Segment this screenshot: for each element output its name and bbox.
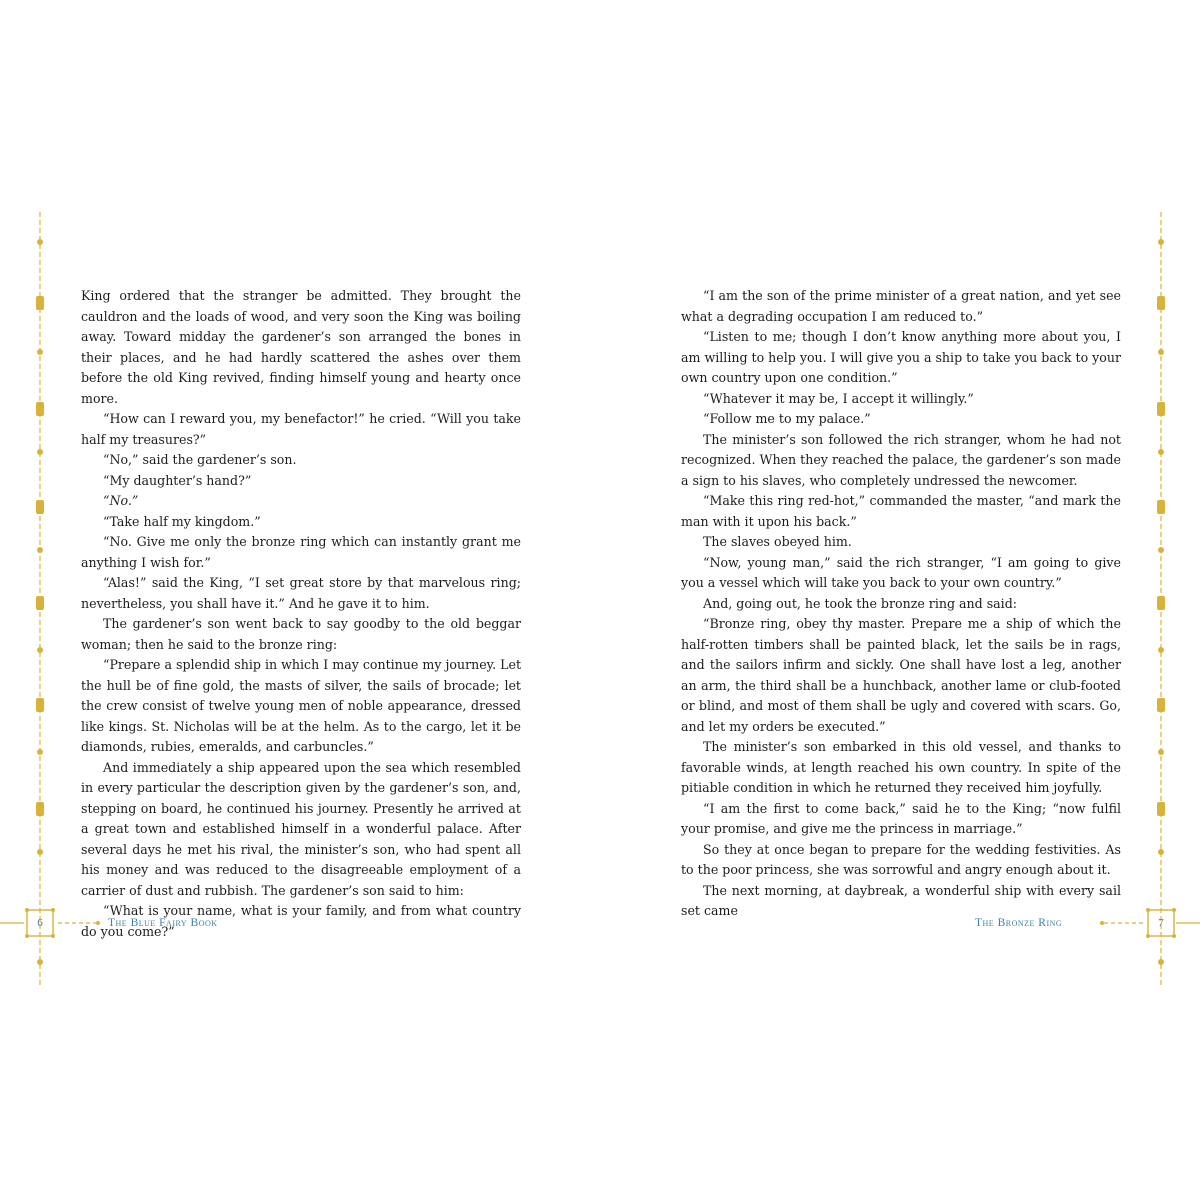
- paragraph: So they at once began to prepare for the wedding festivities. As to the poor princess, she was sorrowful and angry enough about it.: [681, 841, 1121, 877]
- paragraph: “I am the son of the prime minister of a great nation, and yet see what a degrading occupation I am reduced to.”: [681, 288, 1121, 324]
- paragraph: King ordered that the stranger be admitted. They brought the cauldron and the loads of wood, and very soon the King was boiling away. Toward midday the gardener’s son arranged the bones in their places, and he had hardly scattered the ashes over them before the old King revived, finding himself young and hearty once more.: [81, 288, 521, 406]
- paragraph: “Follow me to my palace.”: [703, 411, 871, 426]
- paragraph: “No,” said the gardener’s son.: [103, 452, 297, 467]
- paragraph: “I am the first to come back,” said he to the King; “now fulfil your promise, and give me the princess in marriage.”: [681, 800, 1121, 836]
- paragraph: The gardener’s son went back to say goodby to the old beggar woman; then he said to the bronze ring:: [81, 616, 521, 652]
- paragraph: “My daughter’s hand?”: [103, 472, 252, 488]
- paragraph-emphasis: “No.”: [103, 493, 139, 508]
- paragraph: “Prepare a splendid ship in which I may continue my journey. Let the hull be of fine gold, the masts of silver, the sails of brocade; let the crew consist of twelve young men of noble appearance, dressed like kings. St. Nicholas will be at the helm. As to the cargo, let it be diamonds, rubies, emeralds, and carbuncles.”: [81, 657, 521, 754]
- paragraph: “Take half my kingdom.”: [103, 513, 261, 529]
- ornament-vine-icon: [1155, 212, 1167, 988]
- right-ornamental-border: [1155, 212, 1167, 988]
- paragraph: The minister’s son followed the rich stranger, whom he had not recognized. When they reached the palace, the gardener’s son made a sign to his slaves, who completely undressed the newcomer.: [681, 431, 1121, 488]
- paragraph: The next morning, at daybreak, a wonderful ship with every sail set came: [681, 882, 1121, 918]
- paragraph: “Whatever it may be, I accept it willingly.”: [703, 390, 974, 406]
- paragraph: “Listen to me; though I don’t know anything more about you, I am willing to help you. I will give you a ship to take you back to your own country upon one condition.”: [681, 329, 1121, 385]
- paragraph: The minister’s son embarked in this old vessel, and thanks to favorable winds, at length reached his own country. In spite of the pitiable condition in which he returned they received him joyfully.: [681, 739, 1121, 795]
- paragraph: [81, 491, 521, 512]
- left-page-number: 6: [37, 917, 43, 929]
- left-running-title: The Blue Fairy Book: [108, 917, 218, 929]
- left-ornamental-border: [34, 212, 46, 988]
- paragraph: And, going out, he took the bronze ring and said:: [703, 595, 1018, 611]
- paragraph: “Bronze ring, obey thy master. Prepare me a ship of which the half-rotten timbers shall be painted black, let the sails be in rags, and the sailors infirm and sickly. One shall have lost a leg, another an arm, the third shall be a hunchback, another lame or club-footed or blind, and most of them shall be ugly and covered with scars. Go, and let my orders be executed.”: [681, 616, 1121, 734]
- paragraph: The slaves obeyed him.: [703, 534, 852, 549]
- right-page-number: 7: [1158, 917, 1164, 929]
- right-running-title: The Bronze Ring: [975, 917, 1063, 929]
- right-page-text: [681, 286, 1121, 922]
- ornament-vine-icon: [34, 212, 46, 988]
- paragraph: And immediately a ship appeared upon the sea which resembled in every particular the description given by the gardener’s son, and, stepping on board, he continued his journey. Presently he arrived at a great town and established himself in a wonderful palace. After several days he met his rival, the minister’s son, who had spent all his money and was reduced to the disagreeable employment of a carrier of dust and rubbish. The gardener’s son said to him:: [81, 759, 521, 898]
- left-page-text: [81, 286, 521, 942]
- paragraph: “No. Give me only the bronze ring which can instantly grant me anything I wish for.”: [81, 534, 521, 570]
- paragraph: “Make this ring red-hot,” commanded the master, “and mark the man with it upon his back.”: [681, 493, 1121, 529]
- paragraph: “How can I reward you, my benefactor!” he cried. “Will you take half my treasures?”: [81, 411, 521, 447]
- paragraph: “Alas!” said the King, “I set great store by that marvelous ring; nevertheless, you shall have it.” And he gave it to him.: [81, 575, 521, 611]
- paragraph: “What is your name, what is your family, and from what country do you come?”: [81, 903, 521, 939]
- paragraph: “Now, young man,” said the rich stranger, “I am going to give you a vessel which will take you back to your own country.”: [681, 554, 1121, 590]
